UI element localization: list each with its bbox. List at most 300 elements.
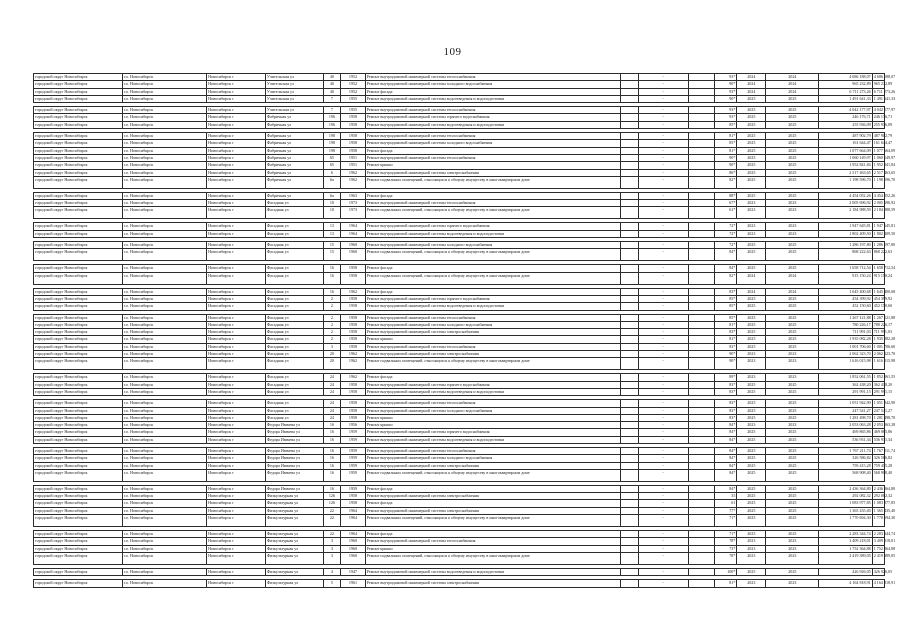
cell-work-type: Ремонт внутридомовой инженерной системы водоотведения и водоподготовки: [365, 568, 620, 575]
cell-dash: -: [638, 295, 688, 302]
cell-street: Фасадная ул: [265, 381, 323, 388]
cell-house-number: 24: [323, 407, 341, 414]
cell-cost: 1 286 197,80: [819, 242, 872, 249]
cell-street: Физкультурная ул: [265, 515, 323, 527]
cell-house-number: 2: [323, 321, 341, 328]
cell-house-number: 16: [323, 272, 341, 284]
cell-year-start: 2025: [737, 321, 766, 328]
cell-work-type: Ремонт подвальных помещений, относящихся к общему имуществу в многоквартирном доме: [365, 176, 620, 188]
cell-wear-percent: 82*: [715, 176, 737, 188]
cell-street: Фабричная ул: [265, 176, 323, 188]
cell-house-number: 24: [323, 388, 341, 395]
cell-year-start: 2025: [737, 147, 766, 154]
cell-dash: -: [638, 531, 688, 538]
cell-house-number: 16: [323, 288, 341, 295]
cell-year-end: 2023: [766, 200, 819, 207]
cell-locality: Новосибирск г: [207, 154, 266, 161]
cell-dash: -: [638, 381, 688, 388]
cell-empty: [688, 192, 715, 199]
cell-year-end: 2025: [766, 303, 819, 310]
cell-dash: -: [638, 74, 688, 81]
cell-empty: [688, 321, 715, 328]
cell-street: Федора Ивачева ул: [265, 447, 323, 454]
cell-empty: [620, 329, 638, 336]
cell-empty: [688, 580, 715, 587]
cell-cost: 1 852 061,55: [819, 374, 872, 381]
cell-district: городской округ Новосибирск: [34, 176, 123, 188]
cell-empty: [688, 374, 715, 381]
cell-dash: -: [638, 288, 688, 295]
cell-district: городской округ Новосибирск: [34, 169, 123, 176]
cell-total: 1 952 841,84: [873, 162, 896, 168]
cell-year-built: 1958: [341, 265, 365, 272]
cell-wear-percent: 89*: [715, 374, 737, 381]
cell-year-start: 2025: [737, 154, 766, 161]
cell-total: 536 931,34: [873, 436, 893, 442]
cell-wear-percent: 83*: [715, 329, 737, 336]
cell-year-start: 2025: [737, 469, 766, 481]
cell-year-end: 2025: [766, 429, 819, 436]
cell-city: г.о. Новосибирск: [122, 429, 206, 436]
table-row: [34, 176, 885, 188]
cell-wear-percent: 83*: [715, 414, 737, 421]
table-row: [34, 74, 885, 81]
cell-wear-percent: 67*: [715, 200, 737, 207]
cell-city: г.о. Новосибирск: [122, 314, 206, 321]
cell-city: г.о. Новосибирск: [122, 329, 206, 336]
cell-locality: Новосибирск г: [207, 207, 266, 219]
cell-total: 452 150,60: [873, 303, 893, 309]
cell-year-built: 1958: [341, 121, 365, 128]
cell-year-end: 2024: [766, 74, 819, 81]
cell-house-number: 7: [323, 107, 341, 114]
cell-work-type: Ремонт внутридомовой инженерной системы холодного водоснабжения: [365, 407, 620, 414]
cell-cost: 1 077 664,09: [819, 147, 872, 154]
cell-street: Физкультурная ул: [265, 580, 323, 587]
cell-total: 292 082,32: [873, 493, 893, 499]
cell-locality: Новосибирск г: [207, 507, 266, 514]
cell-empty: [688, 422, 715, 429]
cell-street: Фасадная ул: [265, 303, 323, 310]
cell-year-built: 1958: [341, 314, 365, 321]
cell-cost: 1 198 596,70: [819, 176, 872, 188]
cell-city: г.о. Новосибирск: [122, 469, 206, 481]
cell-empty: [620, 147, 638, 154]
cell-street: Фасадная ул: [265, 407, 323, 414]
cell-work-type: Ремонт фасада: [365, 531, 620, 538]
cell-work-type: Ремонт крыши: [365, 162, 620, 169]
cell-work-type: Ремонт крыши: [365, 422, 620, 429]
cell-year-end: 2023: [766, 351, 819, 358]
cell-empty: [688, 447, 715, 454]
cell-total: 1 645 400,68: [873, 288, 896, 294]
cell-work-type: Ремонт крыши: [365, 545, 620, 552]
cell-year-built: 1952: [341, 74, 365, 81]
cell-house-number: 24: [323, 374, 341, 381]
cell-year-built: 1959: [341, 447, 365, 454]
cell-house-number: 198: [323, 147, 341, 154]
cell-year-built: 1959: [341, 429, 365, 436]
cell-year-built: 1958: [341, 140, 365, 147]
cell-work-type: Ремонт внутридомовой инженерной системы водоотведения и водоподготовки: [365, 121, 620, 128]
cell-year-end: 2025: [766, 162, 819, 169]
cell-dash: -: [638, 140, 688, 147]
cell-house-number: 24: [323, 414, 341, 421]
cell-locality: Новосибирск г: [207, 388, 266, 395]
cell-empty: [688, 223, 715, 230]
cell-street: Фабричная ул: [265, 140, 323, 147]
cell-work-type: Ремонт внутридомовой инженерной системы теплоснабжения: [365, 314, 620, 321]
cell-dash: -: [638, 242, 688, 249]
cell-year-built: 1959: [341, 462, 365, 469]
table-row: [34, 242, 885, 249]
cell-empty: [620, 272, 638, 284]
cell-empty: [688, 207, 715, 219]
table-row: [34, 272, 885, 284]
table-row: [34, 265, 885, 272]
cell-work-type: Ремонт внутридомовой инженерной системы электроснабжения: [365, 580, 620, 587]
cell-street: Фасадная ул: [265, 329, 323, 336]
cell-total: 1 935 082,28: [873, 336, 896, 342]
cell-wear-percent: 81*: [715, 321, 737, 328]
cell-wear-percent: 85*: [715, 314, 737, 321]
cell-locality: Новосибирск г: [207, 400, 266, 407]
cell-dash: -: [638, 493, 688, 500]
cell-wear-percent: 83*: [715, 343, 737, 350]
cell-empty: [688, 552, 715, 564]
cell-city: г.о. Новосибирск: [122, 343, 206, 350]
cell-dash: -: [638, 538, 688, 545]
cell-year-end: 2025: [766, 407, 819, 414]
cell-total: 2 184 988,59: [872, 207, 884, 219]
cell-cost: 452 150,60: [819, 303, 872, 310]
cell-house-number: 3: [323, 552, 341, 564]
cell-house-number: 3: [323, 538, 341, 545]
cell-year-start: 2025: [737, 414, 766, 421]
cell-year-start: 2025: [737, 169, 766, 176]
table-row: [34, 288, 885, 295]
cell-empty: [620, 407, 638, 414]
cell-empty: [620, 314, 638, 321]
cell-street: Физкультурная ул: [265, 531, 323, 538]
cell-locality: Новосибирск г: [207, 374, 266, 381]
cell-house-number: 16: [323, 455, 341, 462]
cell-empty: [620, 343, 638, 350]
cell-city: г.о. Новосибирск: [122, 121, 206, 128]
cell-year-built: 1959: [341, 469, 365, 481]
cell-house-number: 16: [323, 265, 341, 272]
cell-year-built: 1958: [341, 295, 365, 302]
cell-cost: 6 711 273,26: [819, 88, 872, 95]
cell-dash: -: [638, 223, 688, 230]
cell-dash: -: [638, 121, 688, 128]
cell-wear-percent: 84*: [715, 455, 737, 462]
cell-cost: 469 865,86: [819, 429, 872, 436]
cell-dash: -: [638, 545, 688, 552]
cell-house-number: 126: [323, 493, 341, 500]
cell-year-end: 2023: [766, 422, 819, 429]
cell-district: городской округ Новосибирск: [34, 538, 123, 545]
cell-year-built: 1960: [341, 545, 365, 552]
cell-year-end: 2025: [766, 242, 819, 249]
cell-street: Фабричная ул: [265, 147, 323, 154]
cell-year-built: 1962: [341, 358, 365, 370]
cell-district: городской округ Новосибирск: [34, 374, 123, 381]
cell-year-built: 1958: [341, 414, 365, 421]
cell-district: городской округ Новосибирск: [34, 154, 123, 161]
cell-cost: 1 060 149,97: [819, 154, 872, 161]
cell-empty: [688, 81, 715, 88]
cell-wear-percent: 84*: [715, 429, 737, 436]
cell-empty: [688, 538, 715, 545]
cell-locality: Новосибирск г: [207, 147, 266, 154]
cell-year-end: 2025: [766, 500, 819, 507]
cell-house-number: 15: [323, 242, 341, 249]
cell-district: городской округ Новосибирск: [34, 343, 123, 350]
cell-district: городской округ Новосибирск: [34, 329, 123, 336]
cell-city: г.о. Новосибирск: [122, 140, 206, 147]
cell-cost: 1 645 400,68: [819, 288, 872, 295]
cell-total: 362 438,20: [873, 381, 893, 387]
cell-house-number: 16: [323, 447, 341, 454]
cell-year-end: 2025: [766, 343, 819, 350]
cell-wear-percent: 83*: [715, 388, 737, 395]
cell-district: городской округ Новосибирск: [34, 552, 123, 564]
cell-year-built: 1963: [341, 192, 365, 199]
cell-locality: Новосибирск г: [207, 422, 266, 429]
cell-dash: -: [638, 358, 688, 370]
cell-year-end: 2024: [766, 88, 819, 95]
cell-work-type: Ремонт внутридомовой инженерной системы теплоснабжения: [365, 154, 620, 161]
cell-street: Учительская ул: [265, 74, 323, 81]
cell-empty: [688, 407, 715, 414]
cell-dash: -: [638, 133, 688, 140]
cell-city: г.о. Новосибирск: [122, 580, 206, 587]
cell-empty: [688, 176, 715, 188]
cell-locality: Новосибирск г: [207, 462, 266, 469]
cell-district: городской округ Новосибирск: [34, 74, 123, 81]
cell-year-end: 2024: [766, 288, 819, 295]
cell-street: Физкультурная ул: [265, 568, 323, 575]
cell-work-type: Ремонт внутридомовой инженерной системы теплоснабжения: [365, 74, 620, 81]
table-row: [34, 192, 885, 199]
cell-district: городской округ Новосибирск: [34, 303, 123, 310]
cell-city: г.о. Новосибирск: [122, 169, 206, 176]
cell-year-end: 2025: [766, 192, 819, 199]
cell-wear-percent: 83*: [715, 288, 737, 295]
cell-total: 1 198 596,70: [872, 176, 884, 188]
cell-year-end: 2025: [766, 414, 819, 421]
cell-dash: -: [638, 329, 688, 336]
cell-year-start: 2023: [737, 351, 766, 358]
cell-district: городской округ Новосибирск: [34, 288, 123, 295]
cell-house-number: 15: [323, 249, 341, 261]
cell-city: г.о. Новосибирск: [122, 485, 206, 492]
cell-wear-percent: 100*: [715, 568, 737, 575]
cell-cost: 1 281 498,70: [819, 414, 872, 421]
cell-house-number: 40: [323, 81, 341, 88]
cell-city: г.о. Новосибирск: [122, 531, 206, 538]
cell-city: г.о. Новосибирск: [122, 147, 206, 154]
cell-locality: Новосибирск г: [207, 265, 266, 272]
cell-work-type: Ремонт крыши: [365, 414, 620, 421]
cell-dash: -: [638, 462, 688, 469]
cell-city: г.о. Новосибирск: [122, 295, 206, 302]
cell-district: городской округ Новосибирск: [34, 114, 123, 121]
cell-empty: [688, 88, 715, 95]
cell-year-end: 2025: [766, 176, 819, 188]
cell-city: г.о. Новосибирск: [122, 95, 206, 102]
cell-work-type: Ремонт подвальных помещений, относящихся к общему имуществу в многоквартирном доме: [365, 552, 620, 564]
cell-year-built: 1951: [341, 154, 365, 161]
cell-dash: -: [638, 162, 688, 169]
table-row: [34, 414, 885, 421]
cell-total: 1 001 706,60: [873, 343, 896, 349]
cell-work-type: Ремонт фасада: [365, 374, 620, 381]
cell-cost: 1 770 694,30: [819, 515, 872, 527]
cell-street: Фасадная ул: [265, 223, 323, 230]
cell-year-start: 2025: [737, 249, 766, 261]
cell-total: 2 005 696,92: [873, 200, 896, 206]
cell-house-number: 6а: [323, 192, 341, 199]
cell-street: Фасадная ул: [265, 272, 323, 284]
table-row: [34, 249, 885, 261]
cell-house-number: 3: [323, 343, 341, 350]
cell-year-end: 2025: [766, 114, 819, 121]
cell-street: Фасадная ул: [265, 358, 323, 370]
cell-street: Фасадная ул: [265, 374, 323, 381]
cell-empty: [688, 265, 715, 272]
cell-wear-percent: 93*: [715, 74, 737, 81]
cell-cost: 326 586,82: [819, 455, 872, 462]
cell-locality: Новосибирск г: [207, 192, 266, 199]
cell-wear-percent: 88*: [715, 192, 737, 199]
cell-empty: [688, 493, 715, 500]
cell-total: 1 267 121,88: [873, 314, 896, 320]
table-row: [34, 133, 885, 140]
cell-district: городской округ Новосибирск: [34, 545, 123, 552]
cell-empty: [688, 381, 715, 388]
table-row: [34, 162, 885, 169]
cell-empty: [688, 568, 715, 575]
cell-street: Фасадная ул: [265, 288, 323, 295]
cell-year-built: 1962: [341, 374, 365, 381]
cell-total: 780 226,17: [873, 321, 893, 327]
cell-wear-percent: 78*: [715, 538, 737, 545]
cell-empty: [620, 200, 638, 207]
cell-year-end: 2023: [766, 538, 819, 545]
cell-district: городской округ Новосибирск: [34, 107, 123, 114]
cell-empty: [620, 455, 638, 462]
cell-year-start: 2025: [737, 107, 766, 114]
table-row: [34, 515, 885, 527]
cell-street: Физкультурная ул: [265, 493, 323, 500]
cell-year-built: 1959: [341, 436, 365, 443]
cell-empty: [688, 336, 715, 343]
cell-locality: Новосибирск г: [207, 455, 266, 462]
cell-year-start: 2023: [737, 200, 766, 207]
table-row: [34, 351, 885, 358]
cell-empty: [620, 133, 638, 140]
table-row: [34, 381, 885, 388]
cell-locality: Новосибирск г: [207, 95, 266, 102]
cell-year-built: 1962: [341, 169, 365, 176]
cell-year-end: 2023: [766, 552, 819, 564]
cell-wear-percent: 35: [715, 493, 737, 500]
cell-empty: [620, 485, 638, 492]
cell-total: 915 150,24: [872, 272, 884, 284]
table-row: [34, 314, 885, 321]
cell-empty: [620, 351, 638, 358]
repair-registry-table: [33, 73, 896, 588]
cell-cost: 568 908,40: [819, 469, 872, 481]
cell-street: Фасадная ул: [265, 336, 323, 343]
cell-cost: 1 952 841,84: [819, 162, 872, 169]
cell-total: 1 616 015,98: [872, 358, 884, 370]
cell-locality: Новосибирск г: [207, 500, 266, 507]
cell-empty: [620, 507, 638, 514]
cell-year-start: 2025: [737, 162, 766, 169]
cell-year-built: 1960: [341, 538, 365, 545]
cell-year-start: 2025: [737, 133, 766, 140]
cell-year-built: 1952: [341, 88, 365, 95]
cell-district: городской округ Новосибирск: [34, 207, 123, 219]
cell-street: Фасадная ул: [265, 295, 323, 302]
cell-dash: -: [638, 176, 688, 188]
table-row: [34, 500, 885, 507]
cell-work-type: Ремонт внутридомовой инженерной системы электроснабжения: [365, 462, 620, 469]
cell-wear-percent: 84*: [715, 249, 737, 261]
cell-year-end: 2023: [766, 374, 819, 381]
cell-wear-percent: 81*: [715, 147, 737, 154]
cell-year-end: 2025: [766, 462, 819, 469]
table-row: [34, 223, 885, 230]
cell-year-start: 2025: [737, 343, 766, 350]
cell-work-type: Ремонт фасада: [365, 265, 620, 272]
cell-empty: [688, 200, 715, 207]
cell-empty: [620, 436, 638, 443]
cell-wear-percent: 71*: [715, 515, 737, 527]
cell-work-type: Ремонт внутридомовой инженерной системы водоотведения и водоподготовки: [365, 303, 620, 310]
cell-house-number: 198: [323, 140, 341, 147]
cell-empty: [620, 176, 638, 188]
cell-district: городской округ Новосибирск: [34, 200, 123, 207]
cell-house-number: 10: [323, 207, 341, 219]
table-row: [34, 538, 885, 545]
cell-city: г.о. Новосибирск: [122, 207, 206, 219]
cell-year-start: 2025: [737, 140, 766, 147]
cell-year-start: 2025: [737, 447, 766, 454]
cell-year-end: 2023: [766, 223, 819, 230]
cell-work-type: Ремонт фасада: [365, 485, 620, 492]
cell-street: Федора Ивачева ул: [265, 485, 323, 492]
cell-city: г.о. Новосибирск: [122, 545, 206, 552]
cell-district: городской округ Новосибирск: [34, 462, 123, 469]
cell-empty: [620, 552, 638, 564]
cell-district: городской округ Новосибирск: [34, 121, 123, 128]
cell-year-end: 2025: [766, 121, 819, 128]
cell-dash: -: [638, 207, 688, 219]
cell-empty: [620, 154, 638, 161]
cell-work-type: Ремонт внутридомовой инженерной системы горячего водоснабжения: [365, 381, 620, 388]
table-row: [34, 81, 885, 88]
cell-wear-percent: 83*: [715, 381, 737, 388]
cell-empty: [620, 515, 638, 527]
table-row: [34, 545, 885, 552]
cell-cost: 2 184 988,59: [819, 207, 872, 219]
cell-total: 487 902,79: [873, 133, 893, 139]
cell-year-end: 2025: [766, 154, 819, 161]
